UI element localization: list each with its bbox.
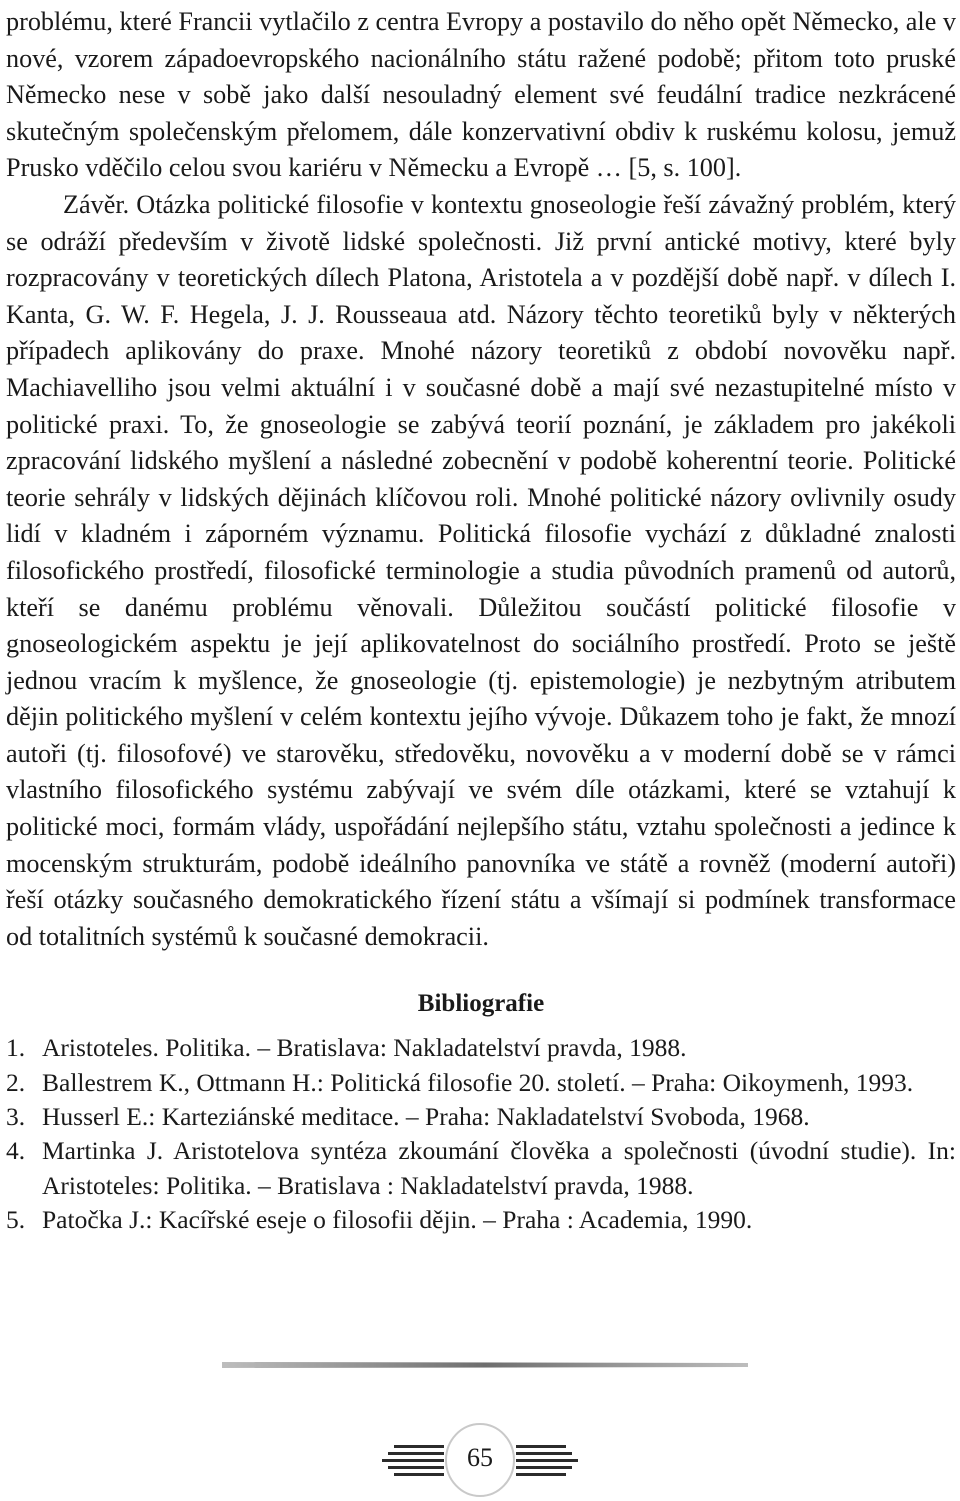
bibliography-item-text: Martinka J. Aristotelova syntéza zkoumání člověka a společnosti (úvodní studie). In: Aristoteles: Politika. – Bratislava : Nakladatelství pravda, 1988. — [42, 1136, 956, 1200]
bibliography-item — [6, 1100, 956, 1134]
bibliography-item-number: 5. — [6, 1204, 26, 1234]
page-number: 65 — [467, 1443, 493, 1472]
bibliography-item — [6, 1134, 956, 1203]
bibliography-item-text: Husserl E.: Karteziánské meditace. – Praha: Nakladatelství Svoboda, 1968. — [42, 1102, 810, 1132]
bibliography-item-text: Patočka J.: Kacířské eseje o filosofii dějin. – Praha : Academia, 1990. — [42, 1204, 753, 1234]
paragraph-1: problému, které Francii vytlačilo z centra Evropy a postavilo do něho opět Německo, ale v nové, vzorem západoevropského nacionálního státu ražené podobě; přitom toto pruské Německo nese v sobě jako další nesouladný element své feudální tradice nezkrácené skutečným společenským přelomem, dále konzervativní obdiv k ruskému kolosu, jemuž Prusko vděčilo celou svou kariéru v Německu a Evropě … [5, s. 100]. — [6, 7, 956, 183]
bibliography-item — [6, 1031, 956, 1065]
bibliography-heading: Bibliografie — [417, 990, 545, 1018]
bibliography-item-number: 2. — [6, 1067, 26, 1097]
bibliography-list — [6, 1031, 956, 1237]
bibliography-item — [6, 1066, 956, 1100]
bibliography-item-number: 1. — [6, 1033, 26, 1063]
page-footer — [380, 1417, 580, 1501]
bibliography-item-text: Aristoteles. Politika. – Bratislava: Nakladatelství pravda, 1988. — [42, 1033, 687, 1063]
paragraph-conclusion: Závěr. Otázka politické filosofie v kontextu gnoseologie řeší závažný problém, který se odráží především v životě lidské společnosti. Již první antické motivy, které byly rozpracovány v teoretických dílech Platona, Aristotela a v pozdější době např. v dílech I. Kanta, G. W. F. Hegela, J. J. Rousseaua atd. Názory těchto teoretiků byly v některých případech aplikovány do praxe. Mnohé názory teoretiků z období novověku např. Machiavelliho jsou velmi aktuální i v současné době a mají své nezastupitelné místo v politické praxi. To, že gnoseologie se zabývá teorií poznání, je základem pro jakékoli zpracování lidského myšlení a následné zobecnění v podobě koherentní teorie. Politické teorie sehrály v lidských dějinách klíčovou roli. Mnohé politické názory ovlivnily osudy lidí v kladném i záporném významu. Politická filosofie vychází z důkladné znalosti filosofického prostředí, filosofické terminologie a studia původních pramenů od autorů, kteří se danému problému věnovali. Důležitou součástí politické filosofie v gnoseologickém aspektu je její aplikovatelnost do sociálního prostředí. Proto se ještě jednou vracím k myšlence, že gnoseologie (tj. epistemologie) je nezbytným atributem dějin politického myšlení v celém kontextu jejího vývoje. Důkazem toho je fakt, že mnozí autoři (tj. filosofové) ve starověku, středověku, novověku a v moderní době se v rámci vlastního filosofického systému zabývají ve svém díle otázkami, které se vztahují k politické moci, formám vlády, uspořádání nejlepšího státu, vztahu společnosti a jedince k mocenským strukturám, podobě ideálního panovníka ve státě a rovněž (moderní autoři) řeší otázky současného demokratického řízení státu a všímají si podmínek transformace od totalitních systémů k současné demokracii. — [6, 189, 956, 951]
bottom-divider-rule — [222, 1362, 748, 1368]
bibliography-item-number: 4. — [6, 1136, 26, 1166]
bibliography-item-text: Ballestrem K., Ottmann H.: Politická filosofie 20. století. – Praha: Oikoymenh, 1993. — [42, 1067, 914, 1097]
document-page — [6, 0, 956, 1237]
bibliography-item — [6, 1203, 956, 1237]
bibliography-item-number: 3. — [6, 1102, 26, 1132]
